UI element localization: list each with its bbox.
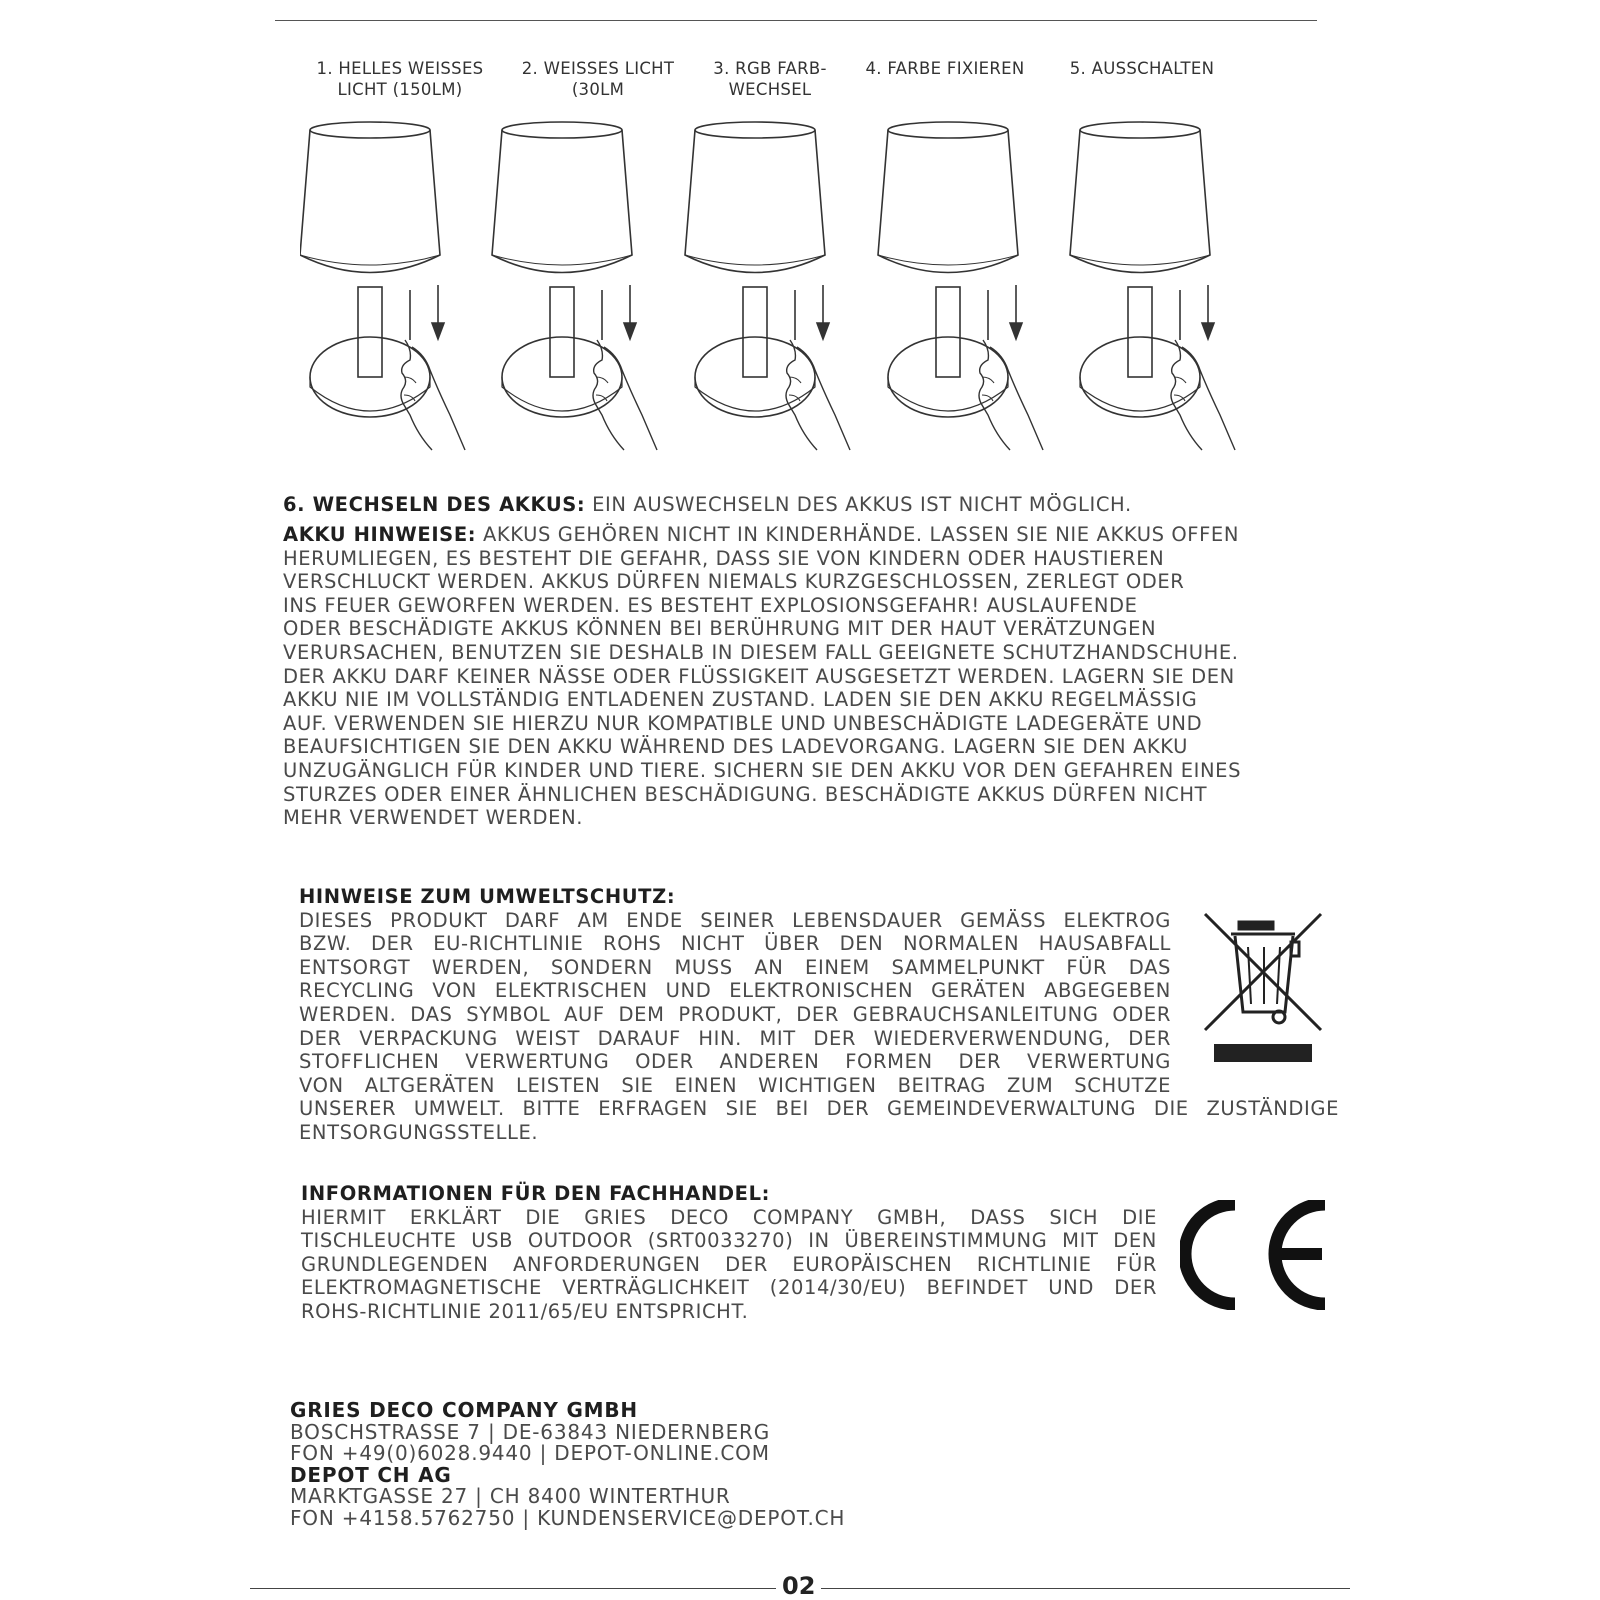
step-label-3 — [680, 58, 860, 100]
step-label-1 — [310, 58, 490, 100]
step-label-2 — [508, 58, 688, 100]
step-label-4-line1: 4. FARBE FIXIEREN — [865, 59, 1025, 78]
akku-line-13: MEHR VERWENDET WERDEN. — [283, 806, 584, 830]
address-line-3: MARKTGASSE 27 | CH 8400 WINTERTHUR — [290, 1484, 731, 1508]
environment-line-10: ENTSORGUNGSSTELLE. — [299, 1120, 539, 1144]
environment-line-2: BZW. DER EU-RICHTLINIE ROHS NICHT ÜBER DEN NORMALEN HAUSABFALL — [299, 932, 1171, 956]
step-label-4 — [855, 58, 1035, 79]
weee-bin-icon — [1203, 912, 1325, 1072]
environment-line-1: DIESES PRODUKT DARF AM ENDE SEINER LEBENSDAUER GEMÄSS ELEKTROG — [299, 908, 1171, 932]
environment-line-6: DER VERPACKUNG WEIST DARAUF HIN. MIT DER WIEDERVERWENDUNG, DER — [299, 1026, 1171, 1050]
trade-line-3: GRUNDLEGENDEN ANFORDERUNGEN DER EUROPÄISCHEN RICHTLINIE FÜR — [301, 1252, 1157, 1276]
top-rule — [275, 20, 1317, 21]
step-label-5-line1: 5. AUSSCHALTEN — [1069, 59, 1215, 78]
step-label-5 — [1052, 58, 1232, 79]
lamp-step-4 — [878, 122, 1043, 450]
company-address — [290, 1400, 845, 1529]
address-line-2: FON +49(0)6028.9440 | DEPOT-ONLINE.COM — [290, 1441, 770, 1465]
step-label-1-line1: 1. HELLES WEISSES — [316, 59, 484, 78]
akku-line-3: VERSCHLUCKT WERDEN. AKKUS DÜRFEN NIEMALS KURZGESCHLOSSEN, ZERLEGT ODER — [283, 570, 1185, 594]
akku-line-1-text: AKKUS GEHÖREN NICHT IN KINDERHÄNDE. LASSEN SIE NIE AKKUS OFFEN — [482, 523, 1240, 546]
environment-body — [299, 909, 1171, 1098]
lamp-step-5 — [1070, 122, 1235, 450]
lamp-illustrations — [300, 115, 1280, 460]
akku-line-11: UNZUGÄNGLICH FÜR KINDER UND TIERE. SICHERN SIE DEN AKKU VOR DEN GEFAHREN EINES — [283, 758, 1242, 782]
trade-section — [301, 1182, 1157, 1324]
akku-line-10: BEAUFSICHTIGEN SIE DEN AKKU WÄHREND DES LADEVORGANG. LAGERN SIE DEN AKKU — [283, 735, 1189, 759]
battery-exchange-text: EIN AUSWECHSELN DES AKKUS IST NICHT MÖGLICH. — [592, 493, 1132, 516]
akku-line-6: VERURSACHEN, BENUTZEN SIE DESHALB IN DIESEM FALL GEEIGNETE SCHUTZHANDSCHUHE. — [283, 640, 1239, 664]
step-label-2-line1: 2. WEISSES LICHT — [521, 59, 675, 78]
address-line-4: FON +4158.5762750 | KUNDENSERVICE@DEPOT.CH — [290, 1505, 846, 1530]
address-line-1: BOSCHSTRASSE 7 | DE-63843 NIEDERNBERG — [290, 1419, 771, 1444]
environment-line-5: WERDEN. DAS SYMBOL AUF DEM PRODUKT, DER GEBRAUCHSANLEITUNG ODER — [299, 1002, 1171, 1026]
environment-heading: HINWEISE ZUM UMWELTSCHUTZ: — [299, 885, 676, 908]
lamp-step-3 — [685, 122, 850, 450]
akku-line-8: AKKU NIE IM VOLLSTÄNDIG ENTLADENEN ZUSTAND. LADEN SIE DEN AKKU REGELMÄSSIG — [283, 688, 1198, 712]
step-label-2-line2: (30LM — [571, 80, 625, 99]
lamp-step-1 — [300, 122, 465, 450]
step-label-1-line2: LICHT (150LM) — [337, 80, 463, 99]
step-label-3-line2: WECHSEL — [728, 80, 812, 99]
akku-line-12: STURZES ODER EINER ÄHNLICHEN BESCHÄDIGUNG. BESCHÄDIGTE AKKUS DÜRFEN NICHT — [283, 782, 1208, 806]
company-name-2: DEPOT CH AG — [290, 1462, 452, 1487]
battery-exchange-heading: 6. WECHSELN DES AKKUS: — [283, 493, 586, 516]
step-label-3-line1: 3. RGB FARB- — [713, 59, 827, 78]
environment-line-7: STOFFLICHEN VERWERTUNG ODER ANDEREN FORMEN DER VERWERTUNG — [299, 1050, 1171, 1074]
trade-line-1: HIERMIT ERKLÄRT DIE GRIES DECO COMPANY GMBH, DASS SICH DIE — [301, 1205, 1157, 1229]
akku-line-7: DER AKKU DARF KEINER NÄSSE ODER FLÜSSIGKEIT AUSGESETZT WERDEN. LAGERN SIE DEN — [283, 664, 1235, 688]
lamp-step-2 — [492, 122, 657, 450]
environment-line-4: RECYCLING VON ELEKTRISCHEN UND ELEKTRONISCHEN GERÄTEN ABGEGEBEN — [299, 979, 1171, 1003]
ce-mark-icon — [1180, 1200, 1330, 1310]
akku-notes — [283, 523, 1318, 830]
akku-line-5: ODER BESCHÄDIGTE AKKUS KÖNNEN BEI BERÜHRUNG MIT DER HAUT VERÄTZUNGEN — [283, 617, 1157, 641]
akku-heading: AKKU HINWEISE: — [283, 523, 477, 546]
trade-heading: INFORMATIONEN FÜR DEN FACHHANDEL: — [301, 1182, 770, 1205]
trade-line-2: TISCHLEUCHTE USB OUTDOOR (SRT0033270) IN ÜBEREINSTIMMUNG MIT DEN — [301, 1229, 1157, 1253]
akku-line-9: AUF. VERWENDEN SIE HIERZU NUR KOMPATIBLE UND UNBESCHÄDIGTE LADEGERÄTE UND — [283, 711, 1203, 735]
environment-section — [299, 885, 1339, 1145]
page-number: 02 — [776, 1572, 821, 1600]
akku-line-2: HERUMLIEGEN, ES BESTEHT DIE GEFAHR, DASS SIE VON KINDERN ODER HAUSTIEREN — [283, 546, 1165, 570]
akku-line-4: INS FEUER GEWORFEN WERDEN. ES BESTEHT EXPLOSIONSGEFAHR! AUSLAUFENDE — [283, 593, 1138, 617]
environment-tail — [299, 1097, 1339, 1144]
trade-body — [301, 1206, 1157, 1324]
trade-line-4: ELEKTROMAGNETISCHE VERTRÄGLICHKEIT (2014/30/EU) BEFINDET UND DER — [301, 1276, 1157, 1300]
company-name-1: GRIES DECO COMPANY GMBH — [290, 1398, 638, 1422]
environment-line-9: UNSERER UMWELT. BITTE ERFRAGEN SIE BEI DER GEMEINDEVERWALTUNG DIE ZUSTÄNDIGE — [299, 1097, 1339, 1121]
environment-line-3: ENTSORGT WERDEN, SONDERN MUSS AN EINEM SAMMELPUNKT FÜR DAS — [299, 955, 1171, 979]
battery-exchange — [283, 493, 1132, 517]
trade-line-5: ROHS-RICHTLINIE 2011/65/EU ENTSPRICHT. — [301, 1299, 749, 1323]
akku-line-1 — [283, 523, 1318, 547]
environment-line-8: VON ALTGERÄTEN LEISTEN SIE EINEN WICHTIGEN BEITRAG ZUM SCHUTZE — [299, 1073, 1171, 1097]
